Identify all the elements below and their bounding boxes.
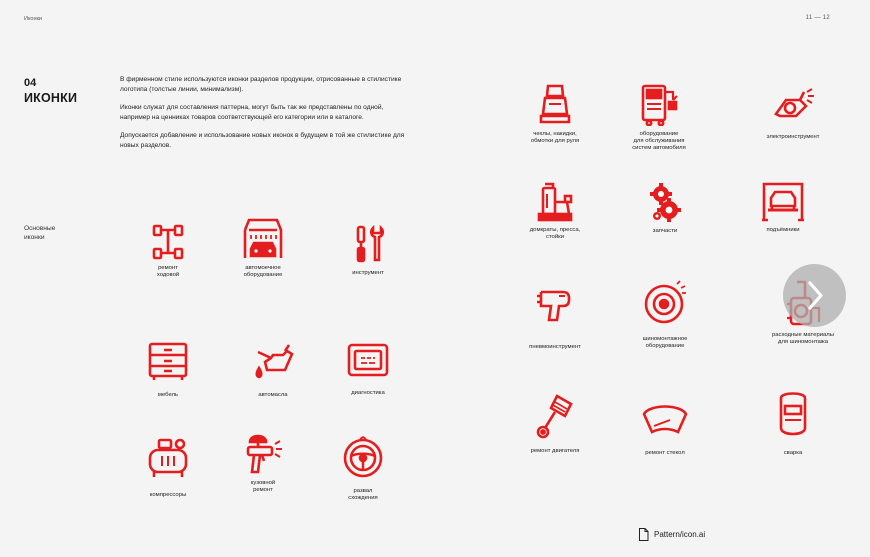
icon-caption: мебель <box>157 392 179 398</box>
cabinet-icon <box>146 340 190 382</box>
icon-cell-tirefitting <box>617 280 713 350</box>
angle-grinder-icon <box>770 86 816 122</box>
icon-caption: запчасти <box>652 228 678 234</box>
section-title: ИКОНКИ <box>24 91 78 105</box>
icon-cell-engine <box>507 392 603 455</box>
car-seat-icon <box>535 82 575 126</box>
icon-cell-diagnostics <box>320 342 416 397</box>
description-paragraph-1: В фирменном стиле используются иконки разделов продукции, отрисованные в стилистике логотипа (толстые линии, минимализм). <box>120 76 402 93</box>
icon-caption: инструмент <box>352 270 384 276</box>
icon-cell-pneumatic <box>507 282 603 351</box>
icon-caption: электроинструмент <box>766 134 820 140</box>
page-numbers: 11 — 12 <box>805 15 830 21</box>
file-link[interactable] <box>638 528 705 541</box>
header-section-label: Иконки <box>24 16 42 22</box>
icon-cell-oil <box>225 340 321 399</box>
icon-caption: автомасла <box>258 392 288 398</box>
icon-cell-bodyrepair <box>215 430 311 494</box>
piston-icon <box>533 392 577 440</box>
icon-cell-tools <box>320 224 416 277</box>
icon-cell-welding <box>745 390 841 457</box>
icon-cell-compressor <box>120 436 216 499</box>
windshield-icon <box>640 400 690 436</box>
service-station-icon <box>637 82 681 126</box>
oil-can-icon <box>251 340 295 384</box>
diagnostic-device-icon <box>346 342 390 378</box>
compressor-icon <box>146 436 190 480</box>
icon-caption: автомоечное оборудование <box>243 265 283 278</box>
description-text <box>120 75 405 160</box>
icon-cell-alignment <box>315 436 411 502</box>
icon-caption: чехлы, накидки, обмотки для руля <box>530 131 580 144</box>
car-chassis-icon <box>148 222 188 262</box>
icon-caption: диагностика <box>351 390 385 396</box>
icon-caption: подъёмники <box>766 227 800 233</box>
file-link-text: Pattern/icon.ai <box>654 530 706 539</box>
icon-caption: развал схождения <box>348 488 378 501</box>
car-lift-icon <box>758 180 808 224</box>
tire-icon <box>642 280 688 326</box>
welding-mask-icon <box>771 390 815 440</box>
icon-caption: ремонт ходовой <box>156 265 180 278</box>
steering-wheel-icon <box>341 436 385 480</box>
description-paragraph-3: Допускается добавление и использование новых иконок в будущем в той же стилистике для новых разделов. <box>120 132 405 149</box>
impact-wrench-icon <box>533 282 577 324</box>
icon-cell-parts <box>617 180 713 235</box>
tools-icon <box>348 224 388 264</box>
gears-icon <box>645 180 685 226</box>
icon-cell-lifts <box>735 180 831 234</box>
hydraulic-jack-icon <box>533 180 577 224</box>
icon-caption: ремонт двигателя <box>530 448 580 454</box>
chevron-right-icon <box>783 264 846 327</box>
icon-cell-service <box>611 82 707 152</box>
icon-cell-powertool <box>745 86 841 141</box>
file-icon <box>638 528 649 541</box>
icon-cell-furniture <box>120 340 216 399</box>
icon-caption: пневмоинструмент <box>529 344 581 350</box>
next-slide-button[interactable] <box>783 264 846 327</box>
icon-caption: домкраты, пресса, стойки <box>529 227 581 240</box>
icon-cell-seatcovers <box>507 82 603 145</box>
section-number: 04 <box>24 77 37 89</box>
icon-caption: компрессоры <box>149 492 187 498</box>
icon-cell-jacks <box>507 180 603 241</box>
car-wash-icon <box>241 216 285 262</box>
icon-caption: шиномонтажное оборудование <box>642 336 688 349</box>
icon-caption: ремонт стекол <box>645 450 685 456</box>
icon-caption: кузовной ремонт <box>250 480 276 493</box>
icon-cell-chassis <box>120 222 216 279</box>
icon-caption: расходные материалы для шиномонтажа <box>772 332 834 345</box>
icon-caption: сварка <box>783 450 803 456</box>
basic-icons-label: Основные иконки <box>24 225 56 241</box>
icon-caption: оборудование для обслуживания систем автомобиля <box>632 131 686 151</box>
icon-cell-glass <box>617 400 713 457</box>
description-paragraph-2: Иконки служат для составления паттерна, могут быть так же представлены по одной, например на ценниках товаров соответствующей его категории или в каталоге. <box>120 104 384 121</box>
spray-gun-icon <box>240 430 286 476</box>
icon-cell-carwash <box>215 216 311 279</box>
